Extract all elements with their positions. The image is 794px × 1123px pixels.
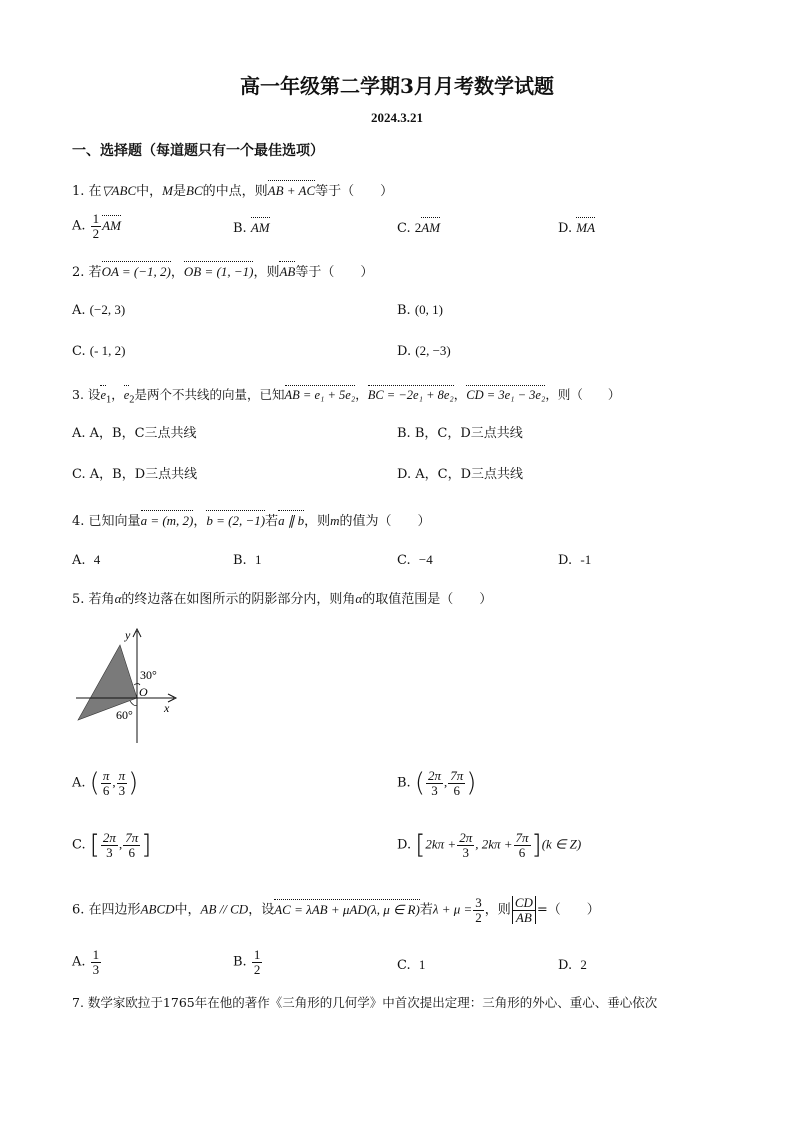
option-value: A，B，D三点共线 [89, 467, 198, 482]
q5-text: 若角 [88, 592, 115, 607]
q1-option-a[interactable] [72, 212, 121, 240]
vector-ab: AB = e₁ + 5e₂ [284, 388, 356, 402]
q6-text: =（ ） [536, 902, 600, 918]
q1-option-c[interactable] [397, 220, 440, 236]
question-number: 1. [72, 184, 85, 199]
vector-am: AM [102, 217, 121, 233]
vector-b: b = (2, −1) [206, 513, 266, 528]
denominator: 3 [431, 782, 438, 798]
option-value: 1 [254, 552, 262, 567]
denominator: 2 [475, 909, 482, 925]
q3-option-d[interactable] [397, 463, 523, 482]
question-number: 5. [72, 592, 85, 607]
q1-text: 是 [172, 184, 186, 199]
q5-option-c[interactable]: C. [ $\frac{2\pi}{3}$ , $\frac{7\pi}{6}$ ] [72, 829, 152, 860]
q2-text: ， [170, 265, 184, 280]
triangle-label: ▽ABC [101, 183, 137, 198]
fraction [117, 769, 128, 797]
denominator: 3 [92, 961, 100, 977]
vector-oa: OA = (−1, 2) [101, 264, 171, 279]
option-value: (- 1, 2) [89, 343, 126, 358]
q4-option-b[interactable] [233, 552, 261, 568]
vector-a: a = (m, 2) [140, 513, 194, 528]
fraction [91, 212, 102, 240]
vector-am: AM [421, 220, 441, 235]
vector-expression: AB + AC [267, 183, 316, 198]
q5-option-a[interactable]: A. ( $\frac{\pi}{6}$ , $\frac{\pi}{3}$ ) [72, 767, 139, 798]
fraction [91, 948, 102, 976]
numerator: 7π [125, 829, 139, 845]
option-letter: D. [558, 553, 573, 568]
section-heading: 一、选择题（每道题只有一个最佳选项） [72, 143, 324, 159]
option-letter: C. [397, 221, 411, 236]
q6-option-c[interactable] [397, 957, 425, 973]
question-number: 7. [72, 995, 84, 1010]
parallel-condition: a ∥ b [278, 513, 305, 528]
fraction [101, 769, 112, 797]
expression-part: 2kπ + [425, 836, 457, 852]
option-letter: D. [397, 344, 412, 359]
option-value: −4 [418, 552, 433, 567]
angle-figure [70, 625, 190, 750]
q4-option-a[interactable] [72, 552, 100, 568]
quadrilateral-label: ABCD [140, 901, 175, 917]
numerator: π [102, 767, 110, 783]
angle-alpha: α [114, 591, 122, 606]
vector-e1: e [100, 388, 106, 402]
q6-text: 在四边形 [88, 902, 141, 918]
option-letter: B. [233, 954, 247, 970]
denominator: AB [515, 909, 532, 925]
segment-bc: BC [186, 183, 203, 198]
vector-e2: e [123, 388, 130, 402]
q3-text: 是两个不共线的向量，已知 [134, 387, 285, 402]
denominator: 3 [118, 782, 126, 798]
option-value: A，B，C三点共线 [89, 426, 197, 441]
fraction [101, 831, 118, 859]
angle-30-label: 30° [140, 668, 157, 682]
option-letter: A. [72, 218, 86, 234]
option-letter: B. [397, 303, 411, 318]
q2-text: 等于（ ） [295, 265, 374, 280]
numerator: π [118, 767, 126, 783]
question-3: 3. 设$e_1$，$e_2$是两个不共线的向量，已知AB = e₁ + 5e₂，BC = −2e₁ + 8e₂，CD = 3e₁ − 3e₂，则（ ） [72, 387, 621, 406]
fraction [123, 831, 140, 859]
denominator: 2 [92, 225, 100, 241]
point-m: M [162, 183, 173, 198]
option-value: (−2, 3) [89, 302, 126, 317]
denominator: 6 [453, 782, 460, 798]
q3-text: ， [111, 387, 124, 402]
q2-text: 若 [88, 265, 102, 280]
denominator: 6 [128, 844, 135, 860]
numerator: 7π [450, 767, 464, 783]
domain-condition: (k ∈ Z) [541, 836, 582, 852]
q5-option-d[interactable] [397, 830, 581, 860]
variable-m: m [330, 513, 340, 528]
open-bracket: [ [89, 830, 100, 860]
close-paren: ) [128, 768, 139, 798]
vector-expression: AC = λAB + μAD(λ, μ ∈ R) [274, 901, 420, 917]
numerator: 3 [475, 895, 482, 910]
question-number: 3. [72, 387, 84, 402]
numerator: 1 [92, 211, 100, 226]
option-letter: D. [558, 958, 573, 973]
fraction [473, 896, 484, 924]
option-value: -1 [580, 552, 592, 567]
option-letter: C. [397, 958, 411, 973]
denominator: 6 [518, 844, 526, 860]
q4-option-d[interactable] [558, 552, 591, 568]
fraction [457, 831, 474, 859]
option-letter: A. [72, 954, 86, 970]
x-axis-label: x [164, 701, 170, 715]
vector-bc: BC = −2e₁ + 8e₂ [367, 388, 454, 402]
option-letter: C. [397, 553, 411, 568]
q3-option-c[interactable] [72, 463, 197, 482]
origin-label: O [139, 685, 148, 699]
q4-text: ， [193, 514, 207, 529]
option-value: (2, −3) [415, 343, 451, 358]
option-letter: A. [72, 553, 86, 568]
q2-option-a[interactable] [72, 302, 125, 318]
numerator: 2π [427, 767, 441, 783]
exam-title: 高一年级第二学期3月月考数学试题 [240, 74, 554, 98]
vector-am: AM [250, 220, 270, 235]
q5-option-b[interactable]: B. ( $\frac{2\pi}{3}$ , $\frac{7\pi}{6}$ ) [397, 767, 477, 798]
numerator: 7π [515, 829, 529, 845]
q4-text: 若 [265, 514, 279, 529]
q1-text: 的中点，则 [202, 184, 268, 199]
q2-option-b[interactable] [397, 302, 443, 318]
option-letter: B. [233, 553, 247, 568]
denominator: 2 [253, 961, 261, 977]
q6-text: 中， [174, 902, 201, 918]
option-letter: A. [72, 426, 86, 441]
q1-text: 中， [136, 184, 163, 199]
sum-expression: λ + μ = [432, 901, 473, 917]
vector-ob: OB = (1, −1) [183, 264, 254, 279]
numerator: 2π [459, 829, 473, 845]
q6-text: ，设 [248, 902, 275, 918]
option-value: 2 [580, 957, 587, 972]
coefficient: 2 [414, 220, 422, 235]
option-letter: A. [72, 303, 86, 318]
close-bracket: ] [141, 830, 152, 860]
option-letter: D. [558, 221, 573, 236]
angle-alpha: α [355, 591, 363, 606]
q4-text: 的值为（ ） [339, 514, 431, 529]
close-bracket: ] [531, 830, 542, 860]
question-number: 4. [72, 514, 85, 529]
angle-arc-60 [130, 701, 137, 706]
option-value: 4 [93, 552, 101, 567]
q2-option-d[interactable] [397, 343, 451, 359]
q5-text: 的取值范围是（ ） [362, 592, 493, 607]
open-bracket: [ [415, 830, 426, 860]
expression-part: , 2kπ + [475, 836, 513, 852]
denominator: 6 [102, 782, 110, 798]
q6-text: ，则 [484, 902, 511, 918]
angle-60-label: 60° [116, 708, 133, 722]
q6-option-b[interactable] [233, 948, 263, 976]
q3-text: ， [355, 387, 368, 402]
option-letter: D. [397, 467, 412, 482]
q4-text: ，则 [304, 514, 331, 529]
question-number: 2. [72, 265, 85, 280]
close-paren: ) [466, 768, 477, 798]
option-letter: B. [397, 426, 411, 441]
option-letter: A. [72, 775, 86, 791]
q1-text: 等于（ ） [315, 184, 394, 199]
exam-date: 2024.3.21 [371, 110, 423, 125]
fraction [426, 769, 443, 797]
q1-option-b[interactable] [233, 220, 270, 236]
q7-text: 数学家欧拉于1765年在他的著作《三角形的几何学》中首次提出定理：三角形的外心、重心、垂心依次 [87, 995, 658, 1010]
option-letter: C. [72, 467, 86, 482]
option-value: B，C，D三点共线 [414, 426, 523, 441]
question-5 [72, 588, 492, 607]
q3-text: ， [453, 387, 467, 402]
y-axis-label: y [125, 628, 131, 642]
q6-text: 若 [419, 902, 433, 918]
q4-text: 已知向量 [88, 514, 141, 529]
q6-option-d[interactable] [558, 957, 587, 973]
question-6 [72, 896, 600, 924]
ratio-fraction [512, 896, 536, 924]
q5-text: 的终边落在如图所示的阴影部分内，则角 [121, 592, 356, 607]
q1-text: 在 [88, 184, 102, 199]
option-letter: D. [397, 837, 412, 853]
option-letter: C. [72, 344, 86, 359]
numerator: 1 [92, 947, 100, 962]
option-value: A，C，D三点共线 [415, 467, 523, 482]
numerator: CD [514, 895, 533, 910]
q3-option-a[interactable] [72, 422, 197, 441]
option-value: 1 [418, 957, 426, 972]
fraction [252, 948, 263, 976]
option-letter: B. [397, 775, 411, 791]
q4-option-c[interactable] [397, 552, 433, 568]
option-value: (0, 1) [414, 302, 443, 317]
q3-option-b[interactable] [397, 422, 523, 441]
q3-text: ，则（ ） [545, 387, 621, 402]
open-paren: ( [89, 768, 100, 798]
question-4 [72, 510, 431, 529]
vector-cd: CD = 3e₁ − 3e₂ [466, 388, 546, 402]
numerator: 2π [102, 829, 116, 845]
fraction [514, 831, 531, 859]
q6-option-a[interactable] [72, 948, 102, 976]
q2-option-c[interactable] [72, 343, 126, 359]
parallel-condition: AB // CD [200, 901, 249, 917]
q2-text: ，则 [253, 265, 280, 280]
q3-text: 设 [87, 387, 101, 402]
vector-ma: MA [576, 220, 596, 235]
open-paren: ( [414, 768, 425, 798]
q1-option-d[interactable] [558, 220, 595, 236]
option-letter: C. [72, 837, 86, 853]
vector-ab: AB [279, 264, 296, 279]
denominator: 3 [106, 844, 113, 860]
denominator: 3 [462, 844, 469, 860]
fraction [448, 769, 465, 797]
numerator: 1 [253, 947, 261, 962]
question-number: 6. [72, 902, 85, 918]
question-1 [72, 180, 393, 199]
question-7 [72, 993, 657, 1011]
question-2 [72, 261, 373, 280]
option-letter: B. [233, 221, 247, 236]
